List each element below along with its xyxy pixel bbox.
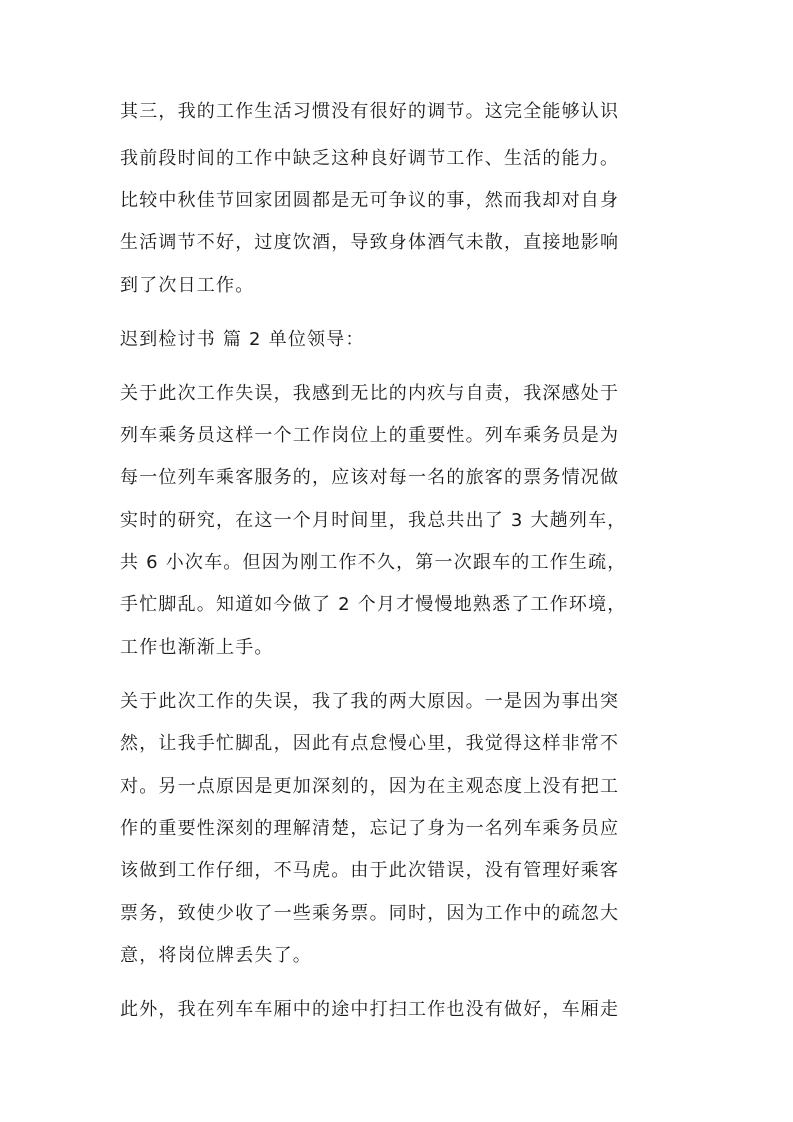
text-line: 比较中秋佳节回家团圆都是无可争议的事，然而我却对自身 [120, 190, 620, 211]
text-line: 实时的研究，在这一个月时间里，我总共出了 3 大趟列车， [120, 510, 627, 531]
text-line: 对。另一点原因是更加深刻的，因为在主观态度上没有把工 [120, 776, 620, 797]
text-line: 票务，致使少收了一些乘务票。同时，因为工作中的疏忽大 [120, 903, 620, 924]
text-line: 作的重要性深刻的理解清楚，忘记了身为一名列车乘务员应 [120, 818, 620, 839]
text-line: 意，将岗位牌丢失了。 [120, 945, 312, 966]
text-line: 该做到工作仔细，不马虎。由于此次错误，没有管理好乘客 [120, 860, 620, 881]
text-line: 我前段时间的工作中缺乏这种良好调节工作、生活的能力。 [120, 148, 620, 169]
text-line: 共 6 小次车。但因为刚工作不久，第一次跟车的工作生疏， [120, 552, 627, 573]
text-line: 关于此次工作失误，我感到无比的内疚与自责，我深感处于 [120, 383, 620, 404]
text-line: 手忙脚乱。知道如今做了 2 个月才慢慢地熟悉了工作环境， [120, 594, 627, 615]
text-line: 生活调节不好，过度饮酒，导致身体酒气未散，直接地影响 [120, 232, 620, 253]
text-line: 其三，我的工作生活习惯没有很好的调节。这完全能够认识 [120, 101, 620, 122]
text-line: 此外，我在列车车厢中的途中打扫工作也没有做好，车厢走 [120, 999, 620, 1020]
text-line: 到了次日工作。 [120, 275, 255, 296]
text-line: 列车乘务员这样一个工作岗位上的重要性。列车乘务员是为 [120, 425, 620, 446]
text-line: 关于此次工作的失误，我了我的两大原因。一是因为事出突 [120, 691, 620, 712]
text-line: 然，让我手忙脚乱，因此有点怠慢心里，我觉得这样非常不 [120, 733, 620, 754]
text-line: 每一位列车乘客服务的，应该对每一名的旅客的票务情况做 [120, 467, 620, 488]
heading-line: 迟到检讨书 篇 2 单位领导： [120, 329, 365, 350]
text-line: 工作也渐渐上手。 [120, 637, 274, 658]
